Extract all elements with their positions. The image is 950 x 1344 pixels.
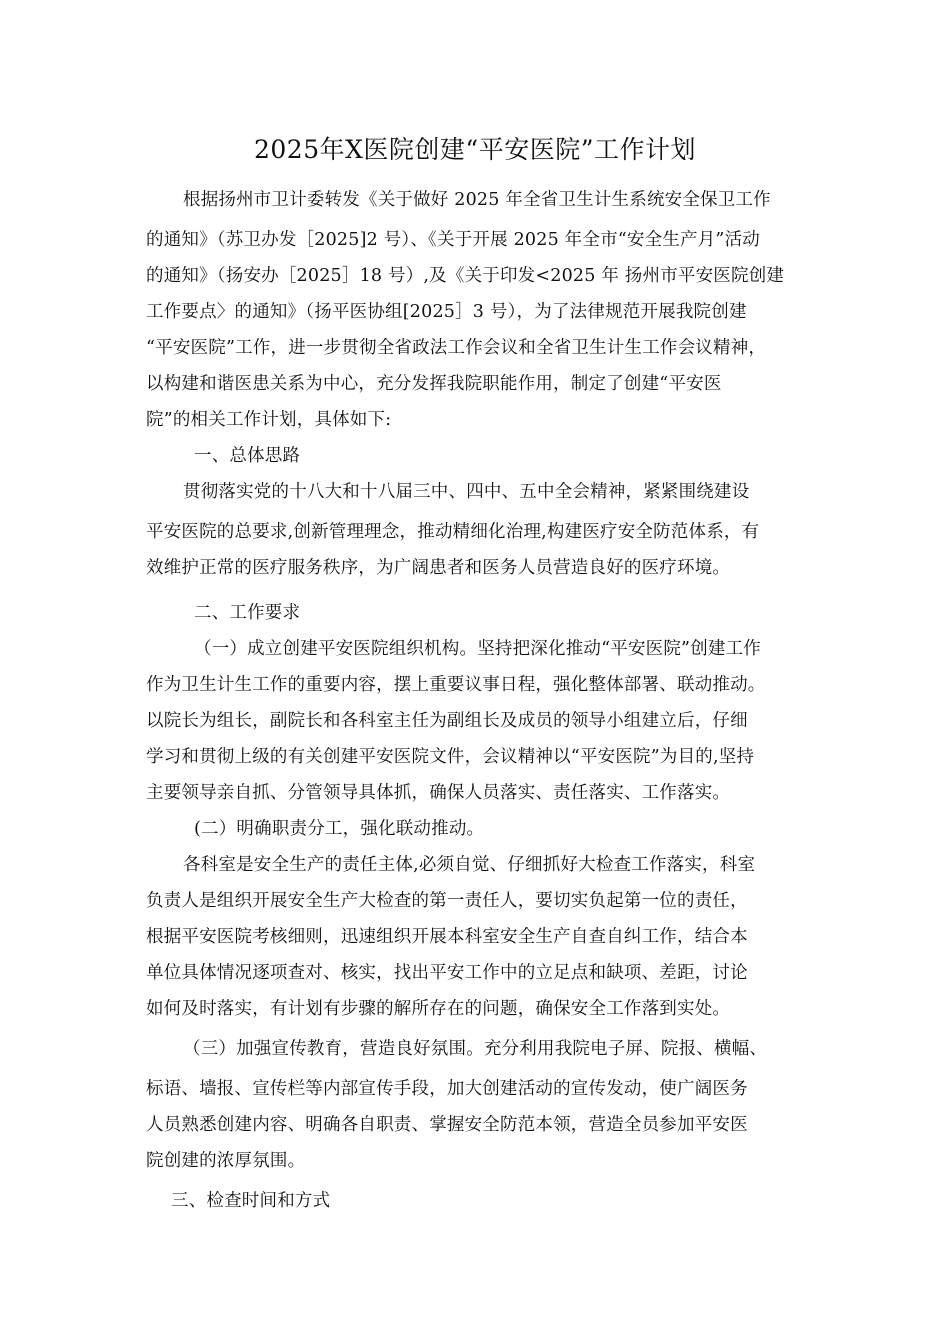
page-title: 2025年X医院创建“平安医院”工作计划 xyxy=(254,135,696,164)
text-line: “平安医院”工作，进一步贯彻全省政法工作会议和全省卫生计生工作会议精神， xyxy=(146,338,767,358)
text-line: 负责人是组织开展安全生产大检查的第一责任人，要切实负起第一位的责任， xyxy=(146,891,748,911)
text-line: 以院长为组长，副院长和各科室主任为副组长及成员的领导小组建立后，仔细 xyxy=(146,711,748,731)
text-line: 平安医院的总要求,创新管理理念，推动精细化治理,构建医疗安全防范体系，有 xyxy=(146,522,760,542)
text-line: 单位具体情况逐项查对、核实，找出平安工作中的立足点和缺项、差距，讨论 xyxy=(146,963,748,983)
section-heading-2: 二、工作要求 xyxy=(194,603,301,623)
text-line: 根据扬州市卫计委转发《关于做好 2025 年全省卫生计生系统安全保卫工作 xyxy=(183,190,771,210)
section-heading-3: 三、检查时间和方式 xyxy=(171,1191,331,1211)
text-line: 学习和贯彻上级的有关创建平安医院文件，会议精神以“平安医院”为目的,坚持 xyxy=(146,747,755,767)
text-line: （三）加强宣传教育，营造良好氛围。充分利用我院电子屏、院报、横幅、 xyxy=(183,1039,768,1059)
text-line: 人员熟悉创建内容、明确各自职责、掌握安全防范本领，营造全员参加平安医 xyxy=(146,1115,748,1135)
section-heading-1: 一、总体思路 xyxy=(194,446,301,466)
text-line: 的通知》（苏卫办发［2025]2 号）、《关于开展 2025 年全市“安全生产月”活动 xyxy=(146,230,760,250)
document-body xyxy=(146,182,826,1219)
text-line: （一）成立创建平安医院组织机构。坚持把深化推动“平安医院”创建工作 xyxy=(194,639,761,659)
subsection-heading: (二）明确职责分工，强化联动推动。 xyxy=(194,819,485,839)
text-line: 根据平安医院考核细则，迅速组织开展本科室安全生产自查自纠工作，结合本 xyxy=(146,927,748,947)
text-line: 主要领导亲自抓、分管领导具体抓，确保人员落实、责任落实、工作落实。 xyxy=(146,783,731,803)
text-line: 工作要点〉的通知》（扬平医协组[2025］3 号），为了法律规范开展我院创建 xyxy=(146,302,747,322)
text-line: 效维护正常的医疗服务秩序，为广阔患者和医务人员营造良好的医疗环境。 xyxy=(146,558,731,578)
text-line: 以构建和谐医患关系为中心，充分发挥我院职能作用，制定了创建“平安医 xyxy=(146,374,722,394)
text-line: 贯彻落实党的十八大和十八届三中、四中、五中全会精神，紧紧围绕建设 xyxy=(183,482,750,502)
text-line: 的通知》（扬安办［2025］18 号）,及《关于印发<2025 年 扬州市平安医院创建 xyxy=(146,266,785,286)
text-line: 作为卫生计生工作的重要内容，摆上重要议事日程，强化整体部署、联动推动。 xyxy=(146,675,766,695)
text-line: 如何及时落实，有计划有步骤的解所存在的问题，确保安全工作落到实处。 xyxy=(146,999,731,1019)
text-line: 各科室是安全生产的责任主体,必须自觉、仔细抓好大检查工作落实，科室 xyxy=(183,855,756,875)
text-line: 院”的相关工作计划，具体如下: xyxy=(146,410,392,430)
text-line: 标语、墙报、宣传栏等内部宣传手段，加大创建活动的宣传发动，使广阔医务 xyxy=(146,1079,748,1099)
text-line: 院创建的浓厚氛围。 xyxy=(146,1151,306,1171)
